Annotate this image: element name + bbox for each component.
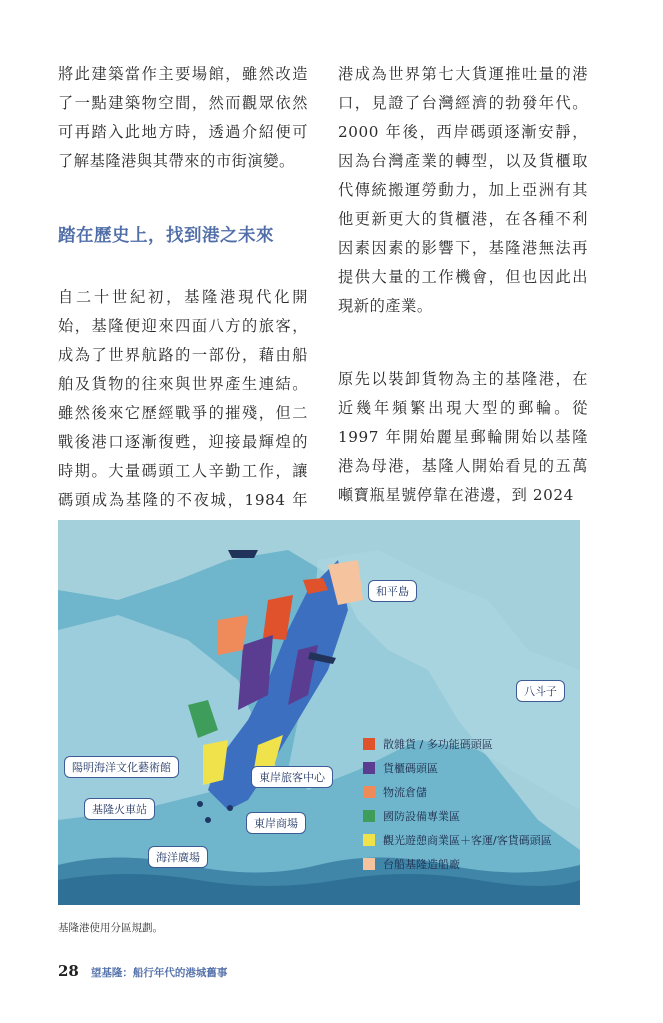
- location-dot: [197, 801, 203, 807]
- harbor-zoning-map: [58, 520, 580, 905]
- legend-item: [363, 852, 552, 876]
- page-footer: [58, 962, 227, 980]
- section-heading: 踏在歷史上，找到港之未來: [58, 226, 274, 246]
- map-legend: [363, 732, 552, 876]
- body-paragraph: 原先以裝卸貨物為主的基隆港，在近幾年頻繁出現大型的郵輪。從 1997 年開始麗星郵輪開始以基隆港為母港，基隆人開始看見的五萬噸寶瓶星號停靠在港邊，到 2024: [338, 370, 588, 504]
- legend-swatch: [363, 810, 375, 822]
- label-yangming-museum: 陽明海洋文化藝術館: [64, 756, 179, 778]
- left-text-column: [58, 60, 308, 544]
- legend-label: 觀光遊憩商業區＋客運/客貨碼頭區: [383, 834, 552, 847]
- right-text-column: [338, 60, 588, 510]
- label-badouzi: 八斗子: [516, 680, 565, 702]
- ship-icon: [228, 550, 258, 558]
- legend-label: 散雜貨 / 多功能碼頭區: [383, 738, 493, 751]
- body-paragraph: 將此建築當作主要場館，雖然改造了一點建築物空間，然而觀眾依然可再踏入此地方時，透過介紹便可了解基隆港與其帶來的市街演變。: [58, 65, 308, 170]
- legend-swatch: [363, 786, 375, 798]
- legend-label: 國防設備專業區: [383, 810, 460, 823]
- legend-swatch: [363, 762, 375, 774]
- page-number: 28: [58, 962, 79, 980]
- legend-swatch: [363, 834, 375, 846]
- label-east-terminal: 東岸旅客中心: [251, 766, 333, 788]
- legend-item: [363, 804, 552, 828]
- legend-swatch: [363, 858, 375, 870]
- legend-item: [363, 756, 552, 780]
- body-paragraph: 港成為世界第七大貨運推吐量的港口，見證了台灣經濟的勃發年代。2000 年後，西岸碼頭逐漸安靜，因為台灣產業的轉型，以及貨櫃取代傳統搬運勞動力，加上亞洲有其他更新更大的貨櫃港，在各種不利因素因素的影響下，基隆港無法再提供大量的工作機會，但也因此出現新的產業。: [338, 65, 588, 315]
- legend-label: 台船基隆造船廠: [383, 858, 460, 871]
- label-ocean-plaza: 海洋廣場: [148, 846, 208, 868]
- figure-caption: 基隆港使用分區規劃。: [58, 922, 163, 934]
- legend-label: 物流倉儲: [383, 786, 427, 799]
- label-keelung-station: 基隆火車站: [84, 798, 155, 820]
- legend-label: 貨櫃碼頭區: [383, 762, 438, 775]
- legend-item: [363, 828, 552, 852]
- running-head: 望基隆：船行年代的港城舊事: [90, 967, 228, 979]
- location-dot: [205, 817, 211, 823]
- legend-item: [363, 780, 552, 804]
- label-east-mall: 東岸商場: [246, 812, 306, 834]
- body-paragraph: 自二十世紀初，基隆港現代化開始，基隆便迎來四面八方的旅客，成為了世界航路的一部份，藉由船舶及貨物的往來與世界產生連結。雖然後來它歷經戰爭的摧殘，但二戰後港口逐漸復甦，迎接最輝煌的時期。大量碼頭工人辛勤工作，讓碼頭成為基隆的不夜城，1984 年: [58, 288, 308, 509]
- legend-item: [363, 732, 552, 756]
- label-heping-island: 和平島: [368, 580, 417, 602]
- legend-swatch: [363, 738, 375, 750]
- location-dot: [227, 805, 233, 811]
